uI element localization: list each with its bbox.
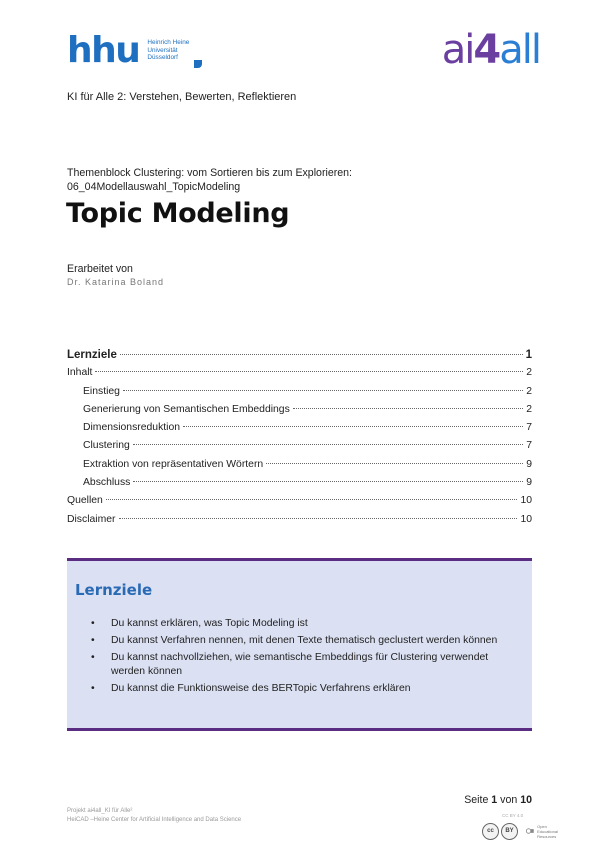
hhu-logo-subtitle: [147, 39, 189, 62]
toc-leader-dots: [106, 499, 518, 500]
themenblock: [67, 166, 352, 194]
lernziele-box: [67, 558, 532, 731]
bullet-icon: •: [91, 635, 95, 646]
footer: [67, 807, 241, 824]
module-id: 06_04Modellauswahl_TopicModeling: [67, 181, 241, 193]
toc-entry-label: Clustering: [83, 440, 130, 452]
author-name: Dr. Katarina Boland: [67, 277, 165, 287]
toc-entry-label: Abschluss: [83, 477, 131, 489]
toc-entry-label: Einstieg: [83, 385, 120, 397]
toc-entry-label: Quellen: [67, 495, 103, 507]
document-title: Topic Modeling: [66, 198, 290, 229]
lernziel-text: Du kannst nachvollziehen, wie semantische Embeddings für Clustering verwendet werden können: [111, 652, 489, 677]
bullet-icon: •: [91, 652, 95, 663]
toc-entry-page: 7: [526, 440, 532, 452]
cc-icon: cc: [482, 823, 499, 840]
hhu-logo-mark-icon: [194, 60, 202, 68]
table-of-contents: [67, 346, 532, 529]
toc-entry-page: 2: [526, 385, 532, 397]
page-number-current: 1: [491, 794, 498, 806]
toc-leader-dots: [133, 444, 523, 445]
license-label: CC BY 4.0: [502, 813, 524, 818]
themenblock-line: Themenblock Clustering: vom Sortieren bis zum Explorieren:: [67, 167, 352, 179]
toc-entry-page: 7: [526, 422, 532, 434]
by-icon: BY: [501, 823, 518, 840]
toc-entry-page: 10: [520, 513, 532, 525]
toc-leader-dots: [133, 481, 523, 482]
toc-entry-page: 9: [526, 477, 532, 489]
toc-entry[interactable]: [67, 437, 532, 455]
toc-entry-label: Extraktion von repräsentativen Wörtern: [83, 458, 264, 470]
oer-label: Open Educational Resources: [537, 823, 558, 839]
lernziele-list: [91, 617, 511, 699]
toc-entry[interactable]: [67, 492, 532, 510]
toc-leader-dots: [95, 371, 523, 372]
toc-entry-page: 9: [526, 458, 532, 470]
toc-entry-label: Dimensionsreduktion: [83, 422, 181, 434]
lernziel-text: Du kannst erklären, was Topic Modeling ist: [111, 618, 308, 629]
toc-entry[interactable]: [67, 456, 532, 474]
ai4all-logo-four: 4: [473, 27, 500, 73]
lernziel-item: [91, 651, 511, 679]
lernziel-item: [91, 634, 511, 648]
course-title: KI für Alle 2: Verstehen, Bewerten, Reflektieren: [67, 91, 297, 103]
footer-institution: HeiCAD –Heine Center for Artificial Intelligence and Data Science: [67, 816, 242, 823]
hhu-logo: [67, 30, 190, 71]
toc-leader-dots: [123, 390, 523, 391]
erarbeitet-label: Erarbeitet von: [67, 263, 133, 275]
lernziel-text: Du kannst die Funktionsweise des BERTopic Verfahrens erklären: [111, 683, 411, 694]
bullet-icon: •: [91, 618, 95, 629]
toc-entry-label: Lernziele: [67, 349, 117, 361]
toc-leader-dots: [293, 408, 523, 409]
toc-entry-page: 1: [525, 349, 532, 361]
hhu-logo-word: hhu: [67, 30, 140, 71]
toc-entry-label: Generierung von Semantischen Embeddings: [83, 403, 290, 415]
toc-entry-page: 2: [526, 367, 532, 379]
bullet-icon: •: [91, 683, 95, 694]
lernziele-heading: Lernziele: [75, 581, 153, 599]
toc-entry[interactable]: [67, 346, 532, 364]
ai4all-logo-ai: ai: [441, 27, 474, 73]
page-number: [464, 794, 532, 806]
hhu-logo-line: Heinrich Heine: [147, 39, 190, 46]
hhu-logo-line: Universität: [147, 46, 178, 54]
toc-entry[interactable]: [67, 511, 532, 529]
toc-entry[interactable]: [67, 419, 532, 437]
toc-leader-dots: [119, 518, 518, 519]
ai4all-logo: [442, 28, 540, 72]
toc-entry-label: Disclaimer: [67, 513, 116, 525]
hhu-logo-line: Düsseldorf: [147, 54, 178, 62]
toc-leader-dots: [183, 426, 523, 427]
license-icons: [482, 822, 558, 840]
lernziel-text: Du kannst Verfahren nennen, mit denen Texte thematisch geclustert werden können: [111, 635, 498, 646]
page-number-sep: von: [500, 794, 518, 806]
toc-entry-page: 2: [526, 403, 532, 415]
oer-icon: [526, 822, 558, 840]
toc-leader-dots: [266, 463, 523, 464]
page-number-prefix: Seite: [464, 794, 489, 806]
toc-entry[interactable]: [67, 474, 532, 492]
lernziel-item: [91, 617, 511, 631]
toc-entry-page: 10: [520, 495, 532, 507]
lernziel-item: [91, 682, 511, 696]
toc-leader-dots: [120, 354, 523, 355]
toc-entry-label: Inhalt: [67, 367, 93, 379]
toc-entry[interactable]: [67, 383, 532, 401]
ai4all-logo-all: all: [499, 27, 540, 73]
page-number-total: 10: [520, 794, 532, 806]
footer-project: Projekt ai4all_KI für Alle²: [67, 808, 133, 814]
toc-entry[interactable]: [67, 401, 532, 419]
toc-entry[interactable]: [67, 364, 532, 382]
